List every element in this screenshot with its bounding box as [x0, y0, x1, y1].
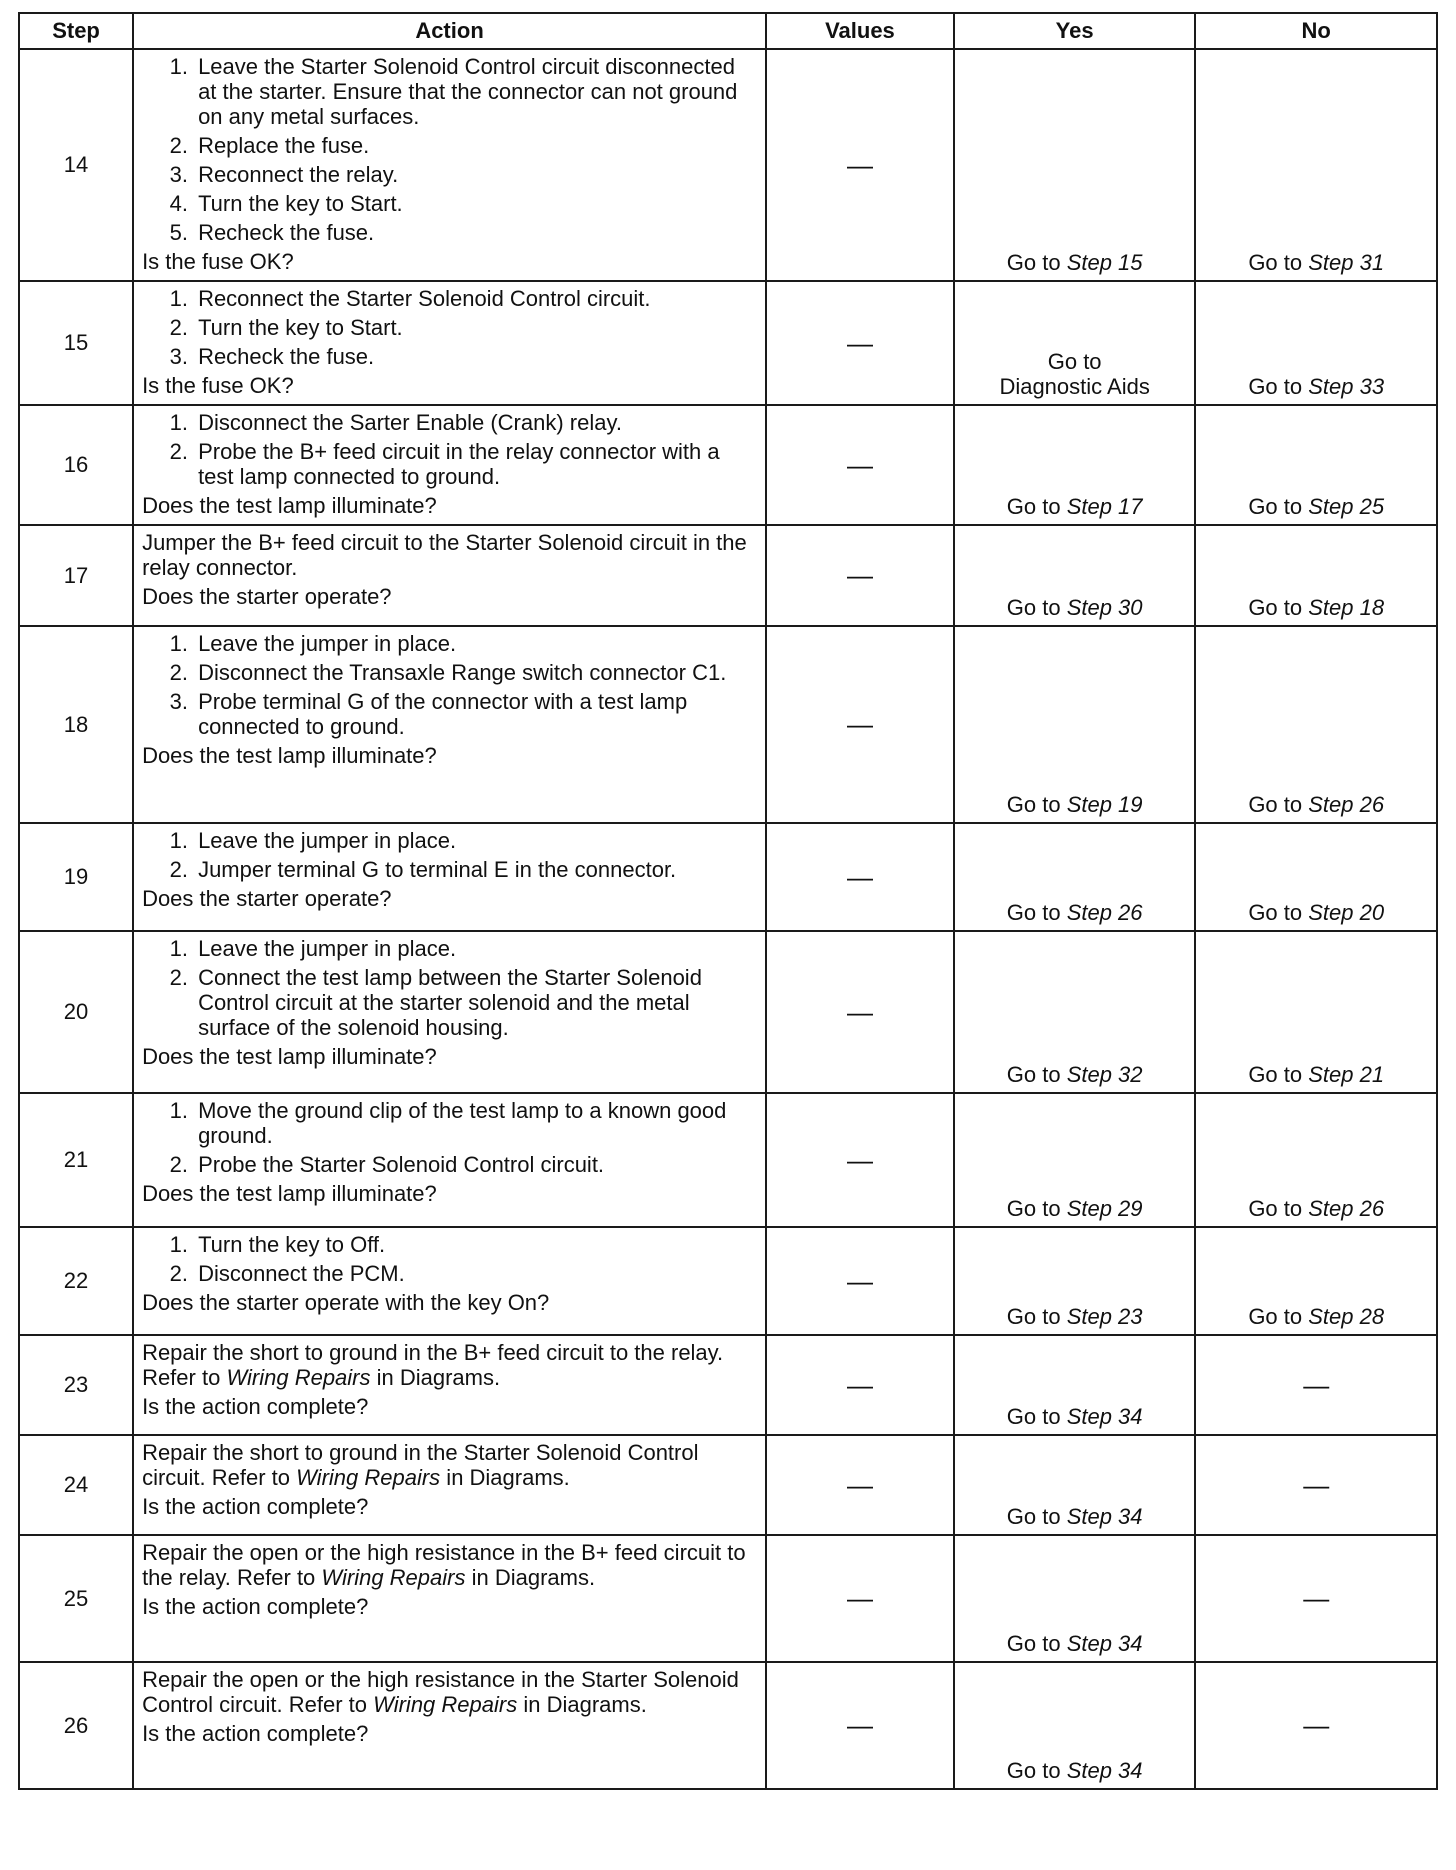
- action-cell: [133, 49, 766, 281]
- go-to-label: Go to: [1248, 1304, 1303, 1329]
- yes-cell: [954, 1435, 1196, 1535]
- action-item: 2. Probe the Starter Solenoid Control circuit.: [194, 1152, 757, 1177]
- document-page: [18, 12, 1438, 1790]
- action-question: Does the test lamp illuminate?: [142, 743, 437, 768]
- action-text: [142, 1440, 757, 1490]
- go-to-label: Go to: [1006, 1758, 1061, 1783]
- yes-target: Step 26: [1066, 900, 1143, 925]
- no-cell: [1195, 1227, 1437, 1335]
- no-target: Step 20: [1308, 900, 1385, 925]
- step-number: 16: [19, 405, 133, 525]
- no-cell: [1195, 823, 1437, 931]
- values-cell: —: [766, 931, 954, 1093]
- table-row: [19, 405, 1437, 525]
- action-question: Does the test lamp illuminate?: [142, 1181, 437, 1206]
- values-cell: —: [766, 626, 954, 823]
- action-item: 2. Turn the key to Start.: [194, 315, 757, 340]
- no-cell: [1195, 405, 1437, 525]
- action-question: Is the fuse OK?: [142, 373, 294, 398]
- action-cell: [133, 1662, 766, 1789]
- yes-target: Step 15: [1066, 250, 1143, 275]
- go-to-label: Go to: [1006, 595, 1061, 620]
- yes-cell: [954, 405, 1196, 525]
- go-to-label: Go to: [1248, 792, 1303, 817]
- values-cell: —: [766, 1335, 954, 1435]
- table-row: [19, 931, 1437, 1093]
- action-text-part: Repair the short to ground in the Starter Solenoid Control circuit. Refer to: [142, 1440, 699, 1490]
- no-cell: [1195, 281, 1437, 405]
- yes-target: Step 17: [1066, 494, 1143, 519]
- action-cell: [133, 1093, 766, 1227]
- step-number: 22: [19, 1227, 133, 1335]
- action-question: Is the action complete?: [142, 1394, 369, 1419]
- yes-cell: [954, 1535, 1196, 1662]
- action-item: 2. Disconnect the Transaxle Range switch connector C1.: [194, 660, 757, 685]
- action-cell: [133, 1435, 766, 1535]
- action-item: 1. Move the ground clip of the test lamp to a known good ground.: [194, 1098, 757, 1148]
- action-text: [142, 1667, 757, 1717]
- action-item: 2. Disconnect the PCM.: [194, 1261, 757, 1286]
- header-action: Action: [133, 13, 766, 49]
- step-number: 24: [19, 1435, 133, 1535]
- yes-cell: [954, 281, 1196, 405]
- action-cell: [133, 931, 766, 1093]
- action-question: Is the fuse OK?: [142, 249, 294, 274]
- go-to-label: Go to: [1248, 900, 1303, 925]
- action-item: 2. Connect the test lamp between the Starter Solenoid Control circuit at the starter solenoid and the metal surface of the solenoid housing.: [194, 965, 757, 1040]
- wiring-repairs-ref: Wiring Repairs: [226, 1365, 371, 1390]
- go-to-label: Go to: [1006, 1504, 1061, 1529]
- table-row: [19, 1227, 1437, 1335]
- no-target: Step 18: [1308, 595, 1385, 620]
- action-item: 5. Recheck the fuse.: [194, 220, 757, 245]
- wiring-repairs-ref: Wiring Repairs: [296, 1465, 441, 1490]
- yes-cell: [954, 1227, 1196, 1335]
- action-question: Is the action complete?: [142, 1494, 369, 1519]
- no-target: Step 26: [1308, 1196, 1385, 1221]
- action-cell: [133, 1227, 766, 1335]
- go-to-label: Go to: [1248, 374, 1303, 399]
- no-target: Step 26: [1308, 792, 1385, 817]
- step-number: 25: [19, 1535, 133, 1662]
- action-cell: [133, 1535, 766, 1662]
- step-number: 15: [19, 281, 133, 405]
- no-target: Step 21: [1308, 1062, 1385, 1087]
- yes-target: Step 23: [1066, 1304, 1143, 1329]
- action-cell: [133, 525, 766, 626]
- no-cell: —: [1195, 1535, 1437, 1662]
- yes-target: Step 34: [1066, 1631, 1143, 1656]
- action-list: [142, 828, 757, 882]
- step-number: 23: [19, 1335, 133, 1435]
- go-to-label: Go to: [1006, 1404, 1061, 1429]
- yes-target: Step 30: [1066, 595, 1143, 620]
- yes-target: Step 34: [1066, 1504, 1143, 1529]
- action-cell: [133, 405, 766, 525]
- action-question: Is the action complete?: [142, 1721, 369, 1746]
- no-target: Step 33: [1308, 374, 1385, 399]
- go-to-label: Go to: [1006, 1062, 1061, 1087]
- go-to-label: Go to: [1006, 1304, 1061, 1329]
- action-list: [142, 1098, 757, 1177]
- action-list: [142, 410, 757, 489]
- yes-cell: [954, 931, 1196, 1093]
- table-row: [19, 281, 1437, 405]
- table-row: [19, 626, 1437, 823]
- wiring-repairs-ref: Wiring Repairs: [373, 1692, 518, 1717]
- no-target: Step 25: [1308, 494, 1385, 519]
- action-text: Jumper the B+ feed circuit to the Starter Solenoid circuit in the relay connector.: [142, 530, 747, 580]
- action-question: Does the starter operate with the key On?: [142, 1290, 550, 1315]
- action-item: 4. Turn the key to Start.: [194, 191, 757, 216]
- yes-target: Step 32: [1066, 1062, 1143, 1087]
- values-cell: —: [766, 1662, 954, 1789]
- values-cell: —: [766, 405, 954, 525]
- action-item: 1. Leave the jumper in place.: [194, 631, 757, 656]
- action-item: 1. Leave the jumper in place.: [194, 936, 757, 961]
- action-cell: [133, 626, 766, 823]
- values-cell: —: [766, 1535, 954, 1662]
- action-text-part: in Diagrams.: [370, 1365, 501, 1390]
- no-cell: —: [1195, 1662, 1437, 1789]
- no-cell: [1195, 931, 1437, 1093]
- go-to-label: Go to: [1248, 250, 1303, 275]
- table-row: [19, 1435, 1437, 1535]
- action-text: [142, 1540, 757, 1590]
- action-text-part: Repair the short to ground in the B+ feed circuit to the relay. Refer to: [142, 1340, 724, 1390]
- action-cell: [133, 823, 766, 931]
- table-row: [19, 1335, 1437, 1435]
- yes-cell: [954, 1093, 1196, 1227]
- yes-target: Diagnostic Aids: [999, 374, 1150, 399]
- values-cell: —: [766, 1093, 954, 1227]
- action-text-part: in Diagrams.: [465, 1565, 596, 1590]
- values-cell: —: [766, 1435, 954, 1535]
- action-question: Is the action complete?: [142, 1594, 369, 1619]
- action-item: 3. Probe terminal G of the connector with a test lamp connected to ground.: [194, 689, 757, 739]
- wiring-repairs-ref: Wiring Repairs: [321, 1565, 466, 1590]
- action-cell: [133, 1335, 766, 1435]
- action-item: 1. Disconnect the Sarter Enable (Crank) relay.: [194, 410, 757, 435]
- step-number: 21: [19, 1093, 133, 1227]
- action-item: 1. Leave the Starter Solenoid Control circuit disconnected at the starter. Ensure that the connector can not ground on any metal surfaces.: [194, 54, 757, 129]
- diagnostic-table: [18, 12, 1438, 1790]
- action-item: 2. Replace the fuse.: [194, 133, 757, 158]
- yes-cell: [954, 1335, 1196, 1435]
- values-cell: —: [766, 525, 954, 626]
- no-cell: [1195, 626, 1437, 823]
- table-row: [19, 1662, 1437, 1789]
- header-no: No: [1195, 13, 1437, 49]
- step-number: 17: [19, 525, 133, 626]
- action-item: 2. Probe the B+ feed circuit in the relay connector with a test lamp connected to ground.: [194, 439, 757, 489]
- go-to-label: Go to: [1006, 250, 1061, 275]
- action-item: 3. Recheck the fuse.: [194, 344, 757, 369]
- no-cell: [1195, 1093, 1437, 1227]
- action-item: 3. Reconnect the relay.: [194, 162, 757, 187]
- no-target: Step 28: [1308, 1304, 1385, 1329]
- yes-cell: [954, 49, 1196, 281]
- go-to-label: Go to: [1006, 1196, 1061, 1221]
- step-number: 26: [19, 1662, 133, 1789]
- values-cell: —: [766, 49, 954, 281]
- go-to-label: Go to: [1047, 349, 1102, 374]
- go-to-label: Go to: [1248, 595, 1303, 620]
- action-list: [142, 631, 757, 739]
- go-to-label: Go to: [1006, 792, 1061, 817]
- go-to-label: Go to: [1248, 1062, 1303, 1087]
- values-cell: —: [766, 823, 954, 931]
- go-to-label: Go to: [1248, 1196, 1303, 1221]
- no-cell: —: [1195, 1335, 1437, 1435]
- action-text-part: in Diagrams.: [517, 1692, 647, 1717]
- action-question: Does the test lamp illuminate?: [142, 1044, 437, 1069]
- action-list: [142, 936, 757, 1040]
- table-row: [19, 49, 1437, 281]
- action-item: 1. Leave the jumper in place.: [194, 828, 757, 853]
- yes-cell: [954, 823, 1196, 931]
- table-row: [19, 1535, 1437, 1662]
- values-cell: —: [766, 281, 954, 405]
- go-to-label: Go to: [1006, 494, 1061, 519]
- table-row: [19, 525, 1437, 626]
- action-text-part: in Diagrams.: [440, 1465, 570, 1490]
- action-question: Does the starter operate?: [142, 886, 392, 911]
- action-item: 1. Turn the key to Off.: [194, 1232, 757, 1257]
- action-item: 1. Reconnect the Starter Solenoid Control circuit.: [194, 286, 757, 311]
- action-cell: [133, 281, 766, 405]
- no-target: Step 31: [1308, 250, 1385, 275]
- yes-target: Step 29: [1066, 1196, 1143, 1221]
- go-to-label: Go to: [1248, 494, 1303, 519]
- yes-cell: [954, 1662, 1196, 1789]
- table-row: [19, 823, 1437, 931]
- yes-cell: [954, 525, 1196, 626]
- no-cell: [1195, 525, 1437, 626]
- table-header-row: [19, 13, 1437, 49]
- yes-target: Step 19: [1066, 792, 1143, 817]
- yes-cell: [954, 626, 1196, 823]
- no-cell: —: [1195, 1435, 1437, 1535]
- action-question: Does the test lamp illuminate?: [142, 493, 437, 518]
- action-question: Does the starter operate?: [142, 584, 392, 609]
- step-number: 20: [19, 931, 133, 1093]
- action-list: [142, 286, 757, 369]
- yes-target: Step 34: [1066, 1758, 1143, 1783]
- step-number: 19: [19, 823, 133, 931]
- action-item: 2. Jumper terminal G to terminal E in the connector.: [194, 857, 757, 882]
- action-text-part: Repair the open or the high resistance in the B+ feed circuit to the relay. Refer to: [142, 1540, 746, 1590]
- no-cell: [1195, 49, 1437, 281]
- step-number: 14: [19, 49, 133, 281]
- step-number: 18: [19, 626, 133, 823]
- header-values: Values: [766, 13, 954, 49]
- go-to-label: Go to: [1006, 900, 1061, 925]
- action-list: [142, 54, 757, 245]
- yes-target: Step 34: [1066, 1404, 1143, 1429]
- action-text: [142, 1340, 757, 1390]
- header-step: Step: [19, 13, 133, 49]
- table-row: [19, 1093, 1437, 1227]
- values-cell: —: [766, 1227, 954, 1335]
- header-yes: Yes: [954, 13, 1196, 49]
- go-to-label: Go to: [1006, 1631, 1061, 1656]
- action-list: [142, 1232, 757, 1286]
- action-text-part: Repair the open or the high resistance in the Starter Solenoid Control circuit. Refer to: [142, 1667, 739, 1717]
